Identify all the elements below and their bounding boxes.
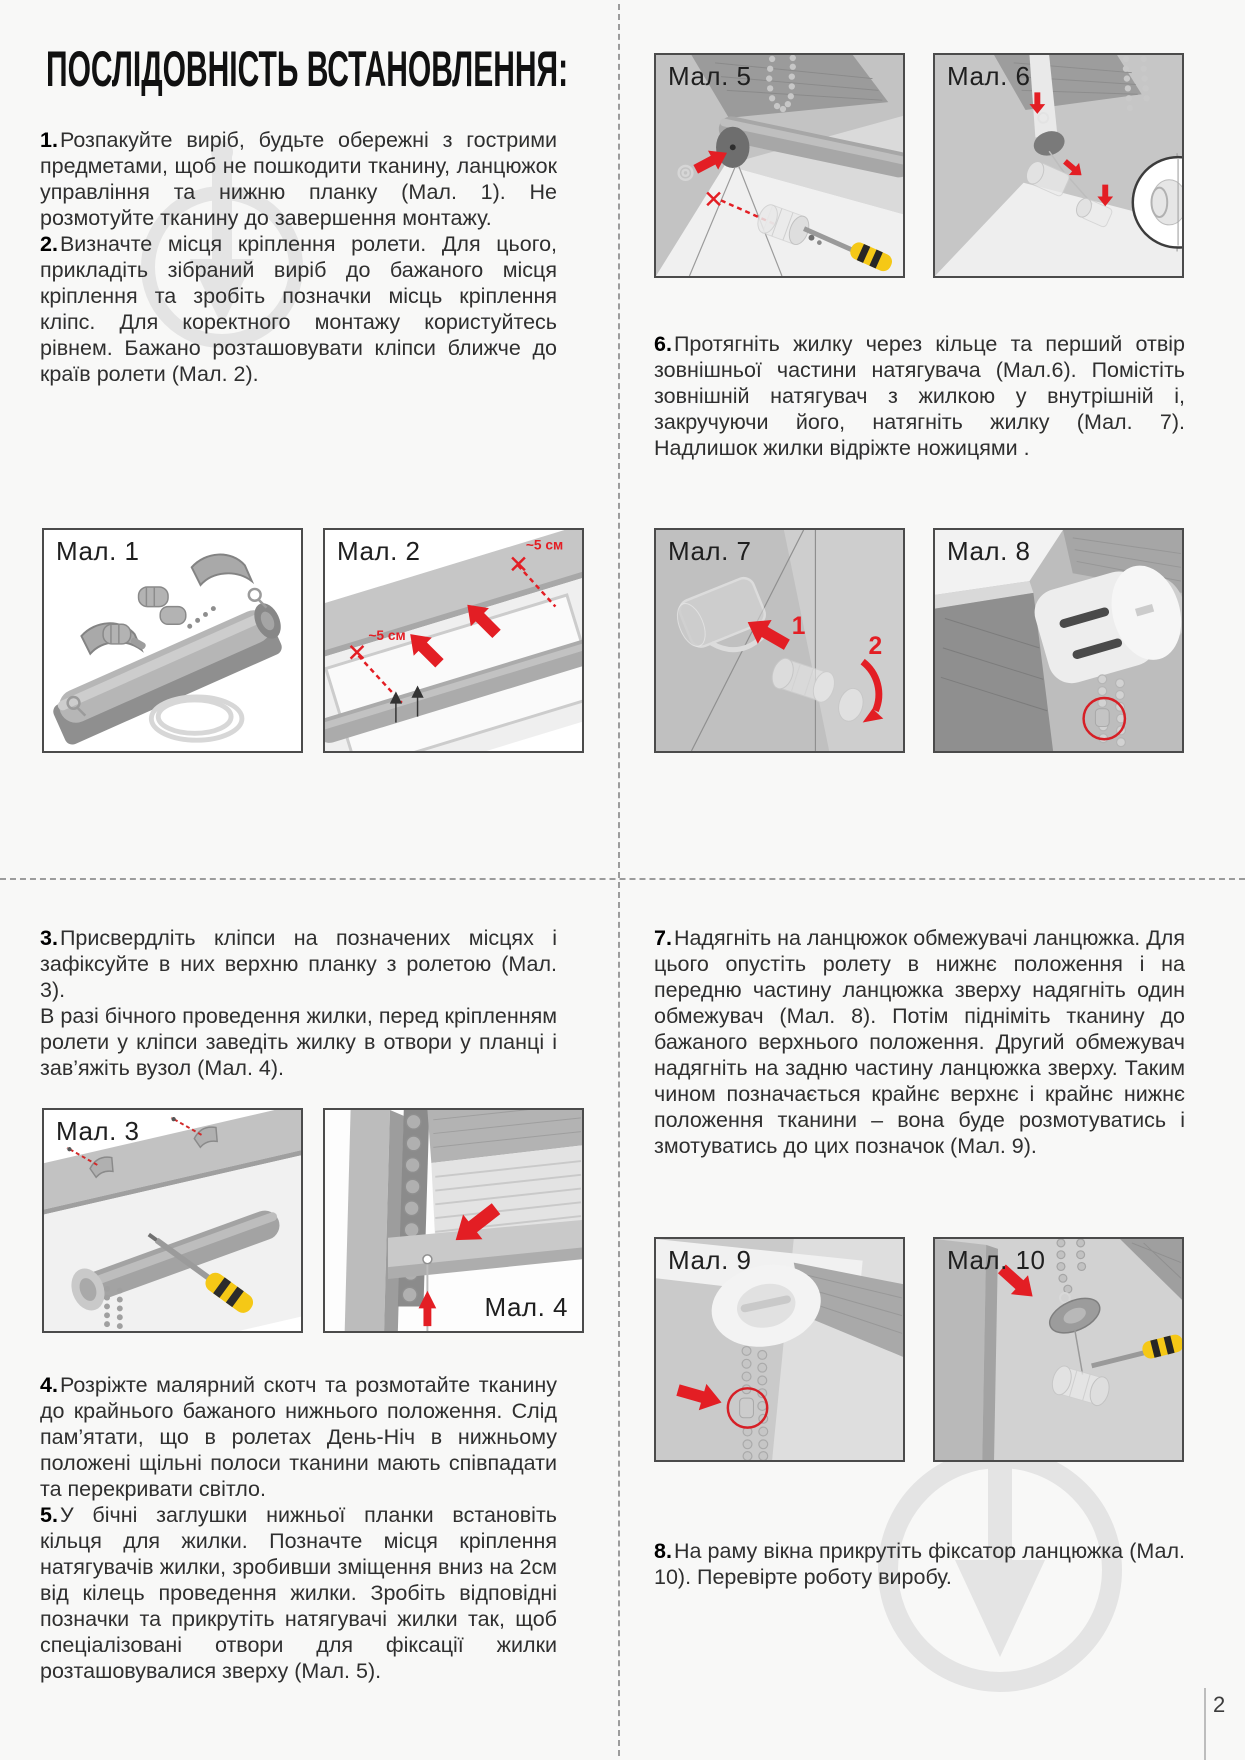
step-3-number: 3.	[40, 926, 58, 950]
step-3-block	[40, 925, 557, 1081]
step-2-number: 2.	[40, 232, 58, 256]
figure-5-label: Мал. 5	[668, 61, 752, 91]
figure-4	[323, 1108, 584, 1333]
figure-1-label: Мал. 1	[56, 536, 140, 566]
step-2	[40, 231, 557, 387]
step-1-text: Розпакуйте виріб, будьте обережні з гострими предметами, щоб не пошкодити тканину, ланцюжок управління та нижню планку (Мал. 1). Не розмотуйте тканину до завершення монтажу.	[40, 128, 557, 230]
step-8	[654, 1538, 1185, 1590]
figure-9-label: Мал. 9	[668, 1245, 752, 1275]
fig7-step-1-label: 1	[791, 613, 806, 641]
figure-5	[654, 53, 905, 278]
figure-3-label: Мал. 3	[56, 1116, 140, 1146]
fig2-measure-label-left: ~5 см	[368, 628, 406, 644]
step-7	[654, 925, 1185, 1159]
figure-6	[933, 53, 1184, 278]
step-7-block	[654, 925, 1185, 1159]
cord-hole-icon	[423, 1255, 432, 1264]
page-title: ПОСЛІДОВНІСТЬ ВСТАНОВЛЕННЯ:	[46, 41, 569, 97]
step-8-number: 8.	[654, 1539, 672, 1563]
step-6-number: 6.	[654, 332, 672, 356]
page-number: 2	[1213, 1692, 1226, 1717]
step-4	[40, 1372, 557, 1502]
step-6-block	[654, 331, 1185, 461]
figure-1	[42, 528, 303, 753]
step-4-number: 4.	[40, 1373, 58, 1397]
fold-line-vertical	[618, 4, 620, 1756]
figure-7	[654, 528, 905, 753]
step-5	[40, 1502, 557, 1684]
figure-4-label: Мал. 4	[484, 1292, 568, 1322]
chain-stopper-icon	[740, 1398, 754, 1418]
step-2-text: Визначте місця кріплення ролети. Для цього, прикладіть зібраний виріб до бажаного місця кріплення та зробіть позначки місць кріплення кліпс. Для коректного монтажу користуйтесь рівнем. Бажано розташовувати кліпси ближче до країв ролети (Мал. 2).	[40, 232, 557, 386]
step-1	[40, 127, 557, 231]
figure-10	[933, 1237, 1184, 1462]
step-7-number: 7.	[654, 926, 672, 950]
fold-line-horizontal	[0, 878, 1245, 880]
step-3-text: Присвердліть кліпси на позначених місцях і зафіксуйте в них верхню планку з ролетою (Мал. 3).	[40, 926, 557, 1002]
step-6-text: Протягніть жилку через кільце та перший отвір зовнішньої частини натягувача (Мал.6). Помістіть зовнішній натягувач з жилкою у внутрішній і, закручуючи його, натягніть жилку (Мал. 7). Надлишок жилки відріжте ножицями .	[654, 332, 1185, 460]
step-1-number: 1.	[40, 128, 58, 152]
step-3-text2: В разі бічного проведення жилки, перед кріпленням ролети у кліпси заведіть жилку в отвори у планці і зав’яжіть вузол (Мал. 4).	[40, 1004, 557, 1080]
step-6	[654, 331, 1185, 461]
step-7-text: Надягніть на ланцюжок обмежувачі ланцюжка. Для цього опустіть ролету в нижнє положення і на передню частину ланцюжка зверху надягніть один обмежувач (Мал. 8). Потім підніміть тканину до бажаного верхнього положення. Другий обмежувач надягніть на задню частину ланцюжка зверху. Таким чином позначається крайнє верхнє і крайнє нижнє положення тканини – вона буде розмотуватись і змотуватись до цих позначок (Мал. 9).	[654, 926, 1185, 1158]
figure-8-label: Мал. 8	[947, 536, 1031, 566]
figure-8	[933, 528, 1184, 753]
steps-1-2-block	[40, 127, 557, 387]
chain-stopper-icon	[1095, 709, 1109, 727]
step-8-block	[654, 1538, 1185, 1590]
step-5-number: 5.	[40, 1503, 58, 1527]
page-number-divider	[1204, 1688, 1206, 1760]
figure-10-label: Мал. 10	[947, 1245, 1046, 1275]
figure-3	[42, 1108, 303, 1333]
fig2-measure-label-top: ~5 см	[525, 537, 564, 553]
step-8-text: На раму вікна прикрутіть фіксатор ланцюжка (Мал. 10). Перевірте роботу виробу.	[654, 1539, 1185, 1589]
step-5-text: У бічні заглушки нижньої планки встановіть кільця для жилки. Позначте місця кріплення натягувачів жилки, зробивши зміщення вниз на 2см від кілець проведення жилки. Зробіть відповідні позначки та прикрутіть натягувачі жилки так, щоб спеціалізовані отвори для фіксації жилки розташовувалися зверху (Мал. 5).	[40, 1503, 557, 1683]
step-3-continued	[40, 1003, 557, 1081]
fig7-step-2-label: 2	[868, 632, 883, 660]
figure-2-label: Мал. 2	[337, 536, 421, 566]
mount-clip-icon	[192, 555, 252, 585]
figure-2	[323, 528, 584, 753]
figure-6-label: Мал. 6	[947, 61, 1031, 91]
step-3	[40, 925, 557, 1003]
step-4-text: Розріжте малярний скотч та розмотайте тканину до крайнього бажаного нижнього положення. Слід пам’ятати, що в ролетах День-Ніч в нижньому положені щільні полоси тканини мають співпадати та перекривати світло.	[40, 1373, 557, 1501]
figure-9	[654, 1237, 905, 1462]
steps-4-5-block	[40, 1372, 557, 1684]
figure-7-label: Мал. 7	[668, 536, 752, 566]
